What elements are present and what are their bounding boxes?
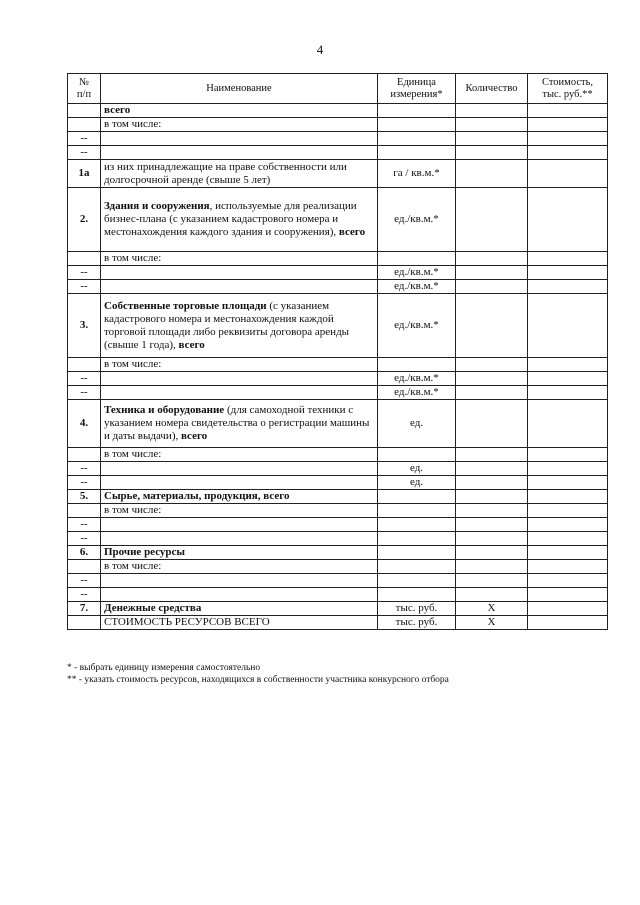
row-unit: ед./кв.м.* — [378, 280, 456, 294]
row-name-text: в том числе: — [104, 448, 162, 460]
page-number: 4 — [316, 42, 324, 57]
row-quantity — [456, 462, 528, 476]
row-unit: ед. — [378, 476, 456, 490]
table-row — [68, 574, 608, 588]
row-number: -- — [68, 476, 101, 490]
row-name-text: в том числе: — [104, 252, 162, 264]
row-quantity — [456, 160, 528, 188]
row-name-bold: Прочие ресурсы — [104, 546, 186, 558]
row-cost — [528, 560, 608, 574]
row-cost — [528, 132, 608, 146]
table-row — [68, 546, 608, 560]
table-row — [68, 160, 608, 188]
row-unit — [378, 518, 456, 532]
row-name — [101, 400, 378, 448]
row-cost — [528, 504, 608, 518]
row-name-bold: Техника и оборудование — [104, 404, 225, 416]
row-name-bold: Денежные средства — [104, 602, 202, 614]
row-name-text: из них принадлежащие на праве собственности или долгосрочной аренде (свыше 5 лет) — [104, 160, 347, 186]
footnote-unit: * - выбрать единицу измерения самостоятельно — [67, 663, 261, 673]
row-unit: ед./кв.м.* — [378, 294, 456, 358]
row-cost — [528, 518, 608, 532]
row-number: 3. — [68, 294, 101, 358]
row-name-total: всего — [180, 430, 208, 442]
row-name-text: в том числе: — [104, 358, 162, 370]
row-name — [101, 160, 378, 188]
header-cost-line1: Стоимость, — [541, 76, 593, 88]
row-cost — [528, 400, 608, 448]
row-name-bold: Собственные торговые площади — [104, 299, 267, 312]
row-quantity — [456, 574, 528, 588]
row-number: -- — [68, 146, 101, 160]
row-unit — [378, 574, 456, 588]
row-cost — [528, 602, 608, 616]
row-name — [101, 504, 378, 518]
table-row — [68, 294, 608, 358]
row-name — [101, 118, 378, 132]
row-cost — [528, 266, 608, 280]
row-cost — [528, 160, 608, 188]
row-name-text: , используемые для реализации бизнес-плана (с указанием кадастрового номера и местонахождения каждого здания и сооружения), — [104, 200, 357, 238]
table-row — [68, 266, 608, 280]
table-row — [68, 588, 608, 602]
header-unit — [378, 74, 456, 104]
row-number — [68, 504, 101, 518]
header-unit-line2: измерения* — [390, 88, 443, 100]
row-name — [101, 252, 378, 266]
row-number: -- — [68, 266, 101, 280]
row-name — [101, 546, 378, 560]
row-name-total: всего — [338, 226, 366, 238]
row-cost — [528, 490, 608, 504]
row-quantity: Х — [456, 602, 528, 616]
row-name — [101, 188, 378, 252]
row-unit — [378, 546, 456, 560]
row-number: -- — [68, 518, 101, 532]
row-cost — [528, 448, 608, 462]
row-cost — [528, 280, 608, 294]
row-cost — [528, 546, 608, 560]
row-name-text: СТОИМОСТЬ РЕСУРСОВ ВСЕГО — [104, 616, 270, 628]
row-name — [101, 462, 378, 476]
table-row — [68, 448, 608, 462]
row-unit — [378, 448, 456, 462]
row-number: 5. — [68, 490, 101, 504]
row-name — [101, 518, 378, 532]
row-name — [101, 386, 378, 400]
row-name-bold: Здания и сооружения — [104, 200, 210, 212]
row-cost — [528, 476, 608, 490]
row-number: -- — [68, 132, 101, 146]
row-name — [101, 294, 378, 358]
row-unit: га / кв.м.* — [378, 160, 456, 188]
table-row — [68, 532, 608, 546]
table-row — [68, 280, 608, 294]
row-name — [101, 372, 378, 386]
row-quantity — [456, 280, 528, 294]
row-quantity — [456, 518, 528, 532]
header-num-line1: № — [78, 76, 90, 88]
row-number — [68, 118, 101, 132]
row-unit: ед./кв.м.* — [378, 188, 456, 252]
row-quantity — [456, 358, 528, 372]
table-row — [68, 118, 608, 132]
row-cost — [528, 574, 608, 588]
row-quantity — [456, 266, 528, 280]
row-name-bold: Сырье, материалы, продукция, всего — [104, 490, 290, 502]
table-row — [68, 132, 608, 146]
row-quantity — [456, 490, 528, 504]
table-row — [68, 560, 608, 574]
row-quantity: Х — [456, 616, 528, 630]
row-number: -- — [68, 372, 101, 386]
header-cost — [528, 74, 608, 104]
table-row — [68, 504, 608, 518]
row-name-text: в том числе: — [104, 504, 162, 516]
row-name — [101, 560, 378, 574]
row-unit — [378, 490, 456, 504]
row-quantity — [456, 504, 528, 518]
row-name — [101, 602, 378, 616]
row-unit — [378, 118, 456, 132]
row-number: -- — [68, 532, 101, 546]
row-unit — [378, 104, 456, 118]
table-row — [68, 386, 608, 400]
row-unit — [378, 504, 456, 518]
row-quantity — [456, 386, 528, 400]
row-number: -- — [68, 462, 101, 476]
row-unit: ед./кв.м.* — [378, 372, 456, 386]
row-name-total: всего — [178, 338, 205, 351]
row-unit — [378, 560, 456, 574]
row-number: 2. — [68, 188, 101, 252]
row-unit — [378, 588, 456, 602]
row-name — [101, 146, 378, 160]
row-unit: ед./кв.м.* — [378, 386, 456, 400]
table-row — [68, 602, 608, 616]
row-quantity — [456, 448, 528, 462]
row-cost — [528, 118, 608, 132]
table-row — [68, 188, 608, 252]
row-number: 4. — [68, 400, 101, 448]
row-cost — [528, 146, 608, 160]
table-row — [68, 476, 608, 490]
row-number: -- — [68, 386, 101, 400]
row-unit: тыс. руб. — [378, 602, 456, 616]
table-row — [68, 462, 608, 476]
row-quantity — [456, 400, 528, 448]
row-name-text: (для самоходной техники с указанием номера свидетельства о регистрации машины и даты выдачи), — [104, 404, 370, 442]
table-row — [68, 146, 608, 160]
header-name: Наименование — [101, 74, 378, 104]
resources-table — [67, 73, 608, 630]
row-quantity — [456, 588, 528, 602]
row-cost — [528, 386, 608, 400]
row-unit — [378, 252, 456, 266]
footnote-cost: ** - указать стоимость ресурсов, находящихся в собственности участника конкурсного отбора — [67, 675, 449, 685]
table-row — [68, 616, 608, 630]
row-name-text: в том числе: — [104, 560, 162, 572]
row-name — [101, 104, 378, 118]
row-number — [68, 560, 101, 574]
row-name — [101, 266, 378, 280]
row-quantity — [456, 560, 528, 574]
row-number — [68, 358, 101, 372]
row-number — [68, 252, 101, 266]
table-header-row — [68, 74, 608, 104]
footnotes — [67, 662, 627, 686]
row-name-text: в том числе: — [104, 118, 162, 130]
row-quantity — [456, 132, 528, 146]
row-number — [68, 616, 101, 630]
row-quantity — [456, 476, 528, 490]
header-cost-line2: тыс. руб.** — [542, 88, 593, 100]
table-row — [68, 400, 608, 448]
row-name — [101, 490, 378, 504]
row-quantity — [456, 294, 528, 358]
row-number: -- — [68, 280, 101, 294]
row-number — [68, 448, 101, 462]
row-cost — [528, 188, 608, 252]
row-number — [68, 104, 101, 118]
header-num — [68, 74, 101, 104]
table-row — [68, 252, 608, 266]
header-qty: Количество — [456, 74, 528, 104]
row-unit — [378, 146, 456, 160]
row-unit — [378, 532, 456, 546]
table-row — [68, 490, 608, 504]
header-num-line2: п/п — [76, 88, 92, 100]
row-name — [101, 616, 378, 630]
row-cost — [528, 294, 608, 358]
row-number: -- — [68, 588, 101, 602]
row-quantity — [456, 104, 528, 118]
row-number: 1а — [68, 160, 101, 188]
row-number: -- — [68, 574, 101, 588]
row-cost — [528, 462, 608, 476]
row-quantity — [456, 118, 528, 132]
table-row — [68, 372, 608, 386]
row-unit: ед./кв.м.* — [378, 266, 456, 280]
row-name — [101, 358, 378, 372]
row-quantity — [456, 146, 528, 160]
row-unit: тыс. руб. — [378, 616, 456, 630]
row-name — [101, 132, 378, 146]
row-name — [101, 448, 378, 462]
header-unit-line1: Единица — [397, 76, 436, 88]
row-quantity — [456, 252, 528, 266]
row-number: 6. — [68, 546, 101, 560]
row-cost — [528, 252, 608, 266]
row-name — [101, 588, 378, 602]
row-quantity — [456, 546, 528, 560]
table-row — [68, 358, 608, 372]
row-unit: ед. — [378, 462, 456, 476]
row-cost — [528, 358, 608, 372]
table-row — [68, 518, 608, 532]
row-cost — [528, 616, 608, 630]
row-name-text: (с указанием кадастрового номера и местонахождения каждой торговой площади либо реквизиты договора аренды (свыше 1 года), — [104, 299, 350, 351]
row-name — [101, 574, 378, 588]
row-cost — [528, 104, 608, 118]
row-unit — [378, 358, 456, 372]
row-unit: ед. — [378, 400, 456, 448]
row-name — [101, 476, 378, 490]
row-name-bold: всего — [104, 104, 131, 116]
row-cost — [528, 372, 608, 386]
row-cost — [528, 588, 608, 602]
row-quantity — [456, 532, 528, 546]
row-number: 7. — [68, 602, 101, 616]
table-row — [68, 104, 608, 118]
row-name — [101, 532, 378, 546]
row-cost — [528, 532, 608, 546]
row-unit — [378, 132, 456, 146]
row-quantity — [456, 372, 528, 386]
row-quantity — [456, 188, 528, 252]
row-name — [101, 280, 378, 294]
